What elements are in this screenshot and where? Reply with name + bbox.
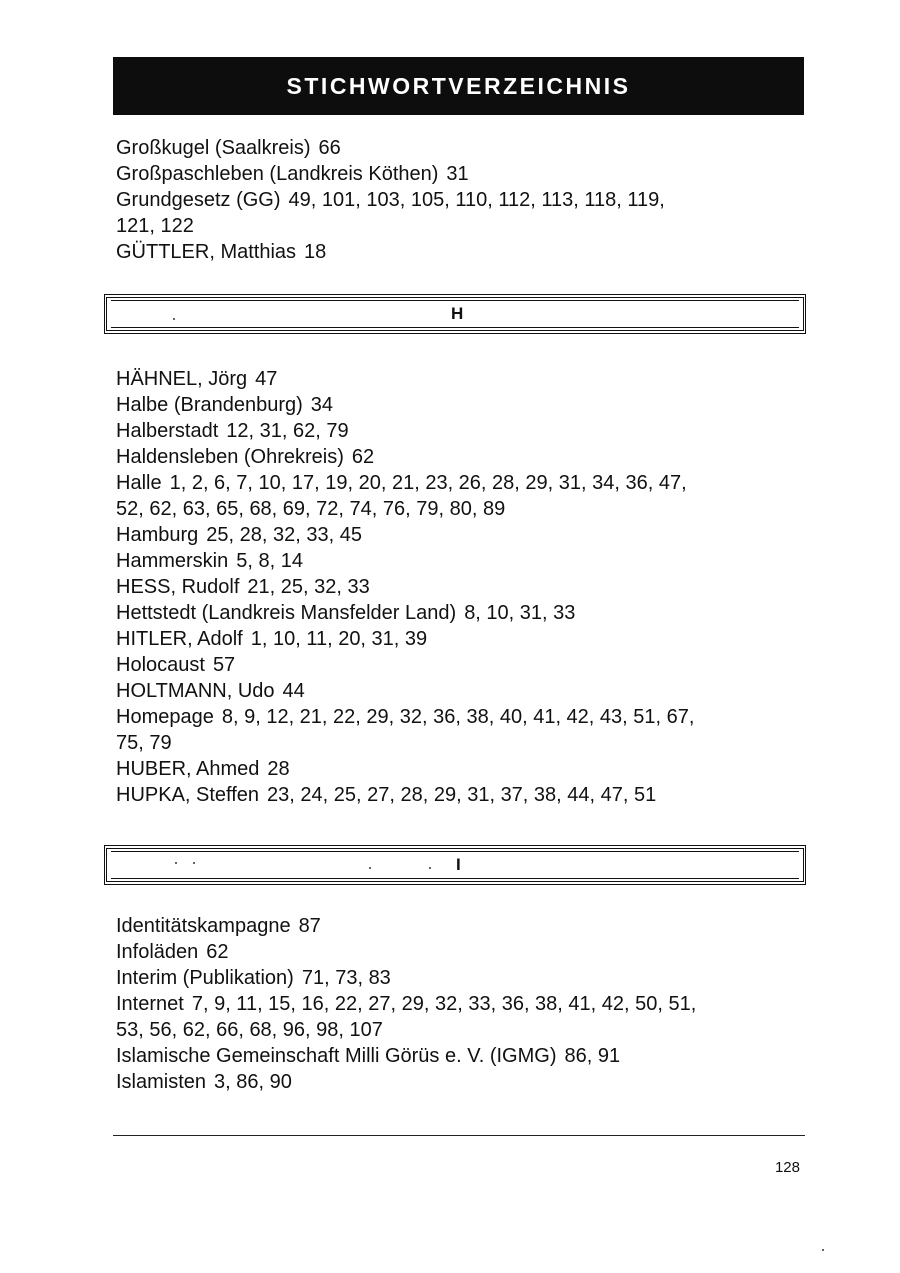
index-entry: HUBER, Ahmed 28 [116,758,290,780]
scan-speck [369,867,371,869]
scan-speck [173,318,175,320]
index-entry: Haldensleben (Ohrekreis) 62 [116,446,375,468]
index-section-g [116,135,665,265]
index-entry: Hettstedt (Landkreis Mansfelder Land) 8, 10, 31, 33 [116,602,576,624]
index-title-banner [113,57,804,115]
index-entry: Holocaust 57 [116,654,236,676]
letter-divider-h [104,294,806,334]
scan-speck [822,1249,824,1251]
index-entry: Halbe (Brandenburg) 34 [116,394,334,416]
index-entry: Interim (Publikation) 71, 73, 83 [116,967,391,989]
index-entry: Homepage 8, 9, 12, 21, 22, 29, 32, 36, 38, 40, 41, 42, 43, 51, 67, 75, 79 [116,706,695,754]
index-entry: Internet 7, 9, 11, 15, 16, 22, 27, 29, 32, 33, 36, 38, 41, 42, 50, 51, 53, 56, 62, 66, 68, 96, 98, 107 [116,993,697,1041]
index-section-h [116,366,694,808]
page-number: 128 [774,1159,800,1176]
letter-divider-i [104,845,806,885]
index-entry: Infoläden 62 [116,941,229,963]
section-letter: I [456,855,461,874]
index-entry: HITLER, Adolf 1, 10, 11, 20, 31, 39 [116,628,428,650]
scan-speck [175,862,177,864]
index-entry: Hammerskin 5, 8, 14 [116,550,303,572]
index-entry: HESS, Rudolf 21, 25, 32, 33 [116,576,370,598]
scan-speck [193,862,195,864]
section-letter: H [451,304,464,323]
index-title: STICHWORTVERZEICHNIS [286,72,631,99]
index-entry: Identitätskampagne 87 [116,915,321,937]
index-entry: Islamische Gemeinschaft Milli Görüs e. V. (IGMG) 86, 91 [116,1045,621,1067]
index-entry: Hamburg 25, 28, 32, 33, 45 [116,524,362,546]
index-entry: Halle 1, 2, 6, 7, 10, 17, 19, 20, 21, 23, 26, 28, 29, 31, 34, 36, 47, 52, 62, 63, 65, 68, 69, 72, 74, 76, 79, 80, 89 [116,472,687,520]
index-entry: GÜTTLER, Matthias 18 [116,241,327,263]
index-entry: Halberstadt 12, 31, 62, 79 [116,420,349,442]
index-entry: Großkugel (Saalkreis) 66 [116,137,341,159]
index-entry: Islamisten 3, 86, 90 [116,1071,292,1093]
index-entry: HUPKA, Steffen 23, 24, 25, 27, 28, 29, 31, 37, 38, 44, 47, 51 [116,784,657,806]
index-entry: Grundgesetz (GG) 49, 101, 103, 105, 110, 112, 113, 118, 119, 121, 122 [116,189,665,237]
index-section-i [116,913,696,1095]
footer-rule [113,1135,805,1136]
index-entry: Großpaschleben (Landkreis Köthen) 31 [116,163,469,185]
index-entry: HOLTMANN, Udo 44 [116,680,305,702]
index-entry: HÄHNEL, Jörg 47 [116,368,278,390]
scan-speck [429,867,431,869]
